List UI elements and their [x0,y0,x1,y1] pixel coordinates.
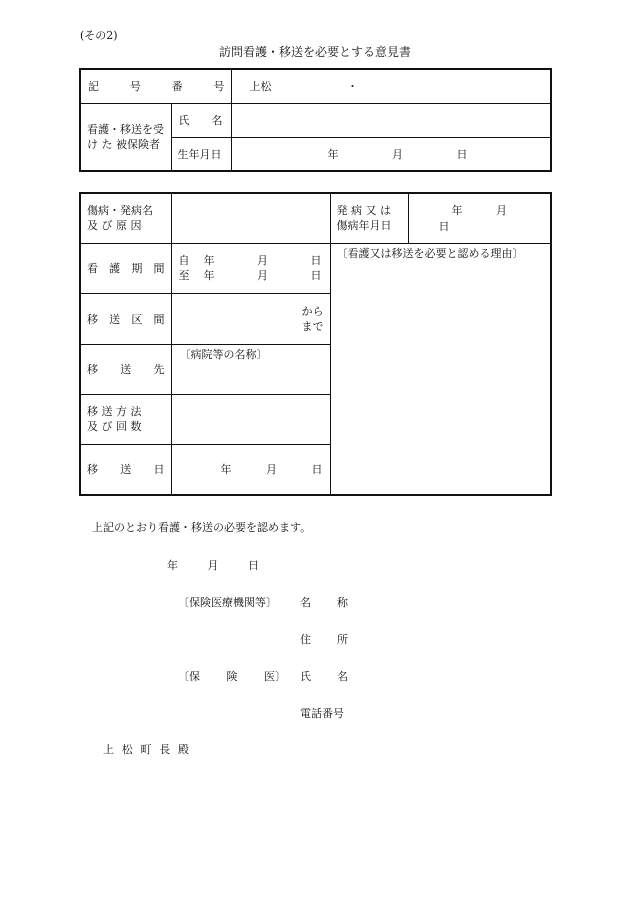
label-part: 医〕 [264,670,286,683]
onset-label-cell [330,193,408,243]
month-unit: 月 [257,254,268,267]
doctor-name-label [300,668,348,684]
day-unit: 日 [456,147,468,161]
label-char: 所 [337,633,348,646]
label-char: 称 [337,596,348,609]
year-unit: 年 [167,559,178,572]
method-label-line2: 及 び 回 数 [87,420,142,433]
label-char: 名 [337,670,348,683]
label-char: 氏 [178,114,190,127]
onset-date-field[interactable] [408,193,551,243]
insured-person-label-cell [80,103,171,171]
onset-label-line1: 発 病 又 は [336,204,391,218]
illness-field[interactable] [171,193,330,243]
label-char: 氏 [300,670,311,683]
transport-section-field[interactable] [171,293,330,344]
label-char: 看 [87,262,98,275]
name-label-cell [171,103,231,137]
label-char: 護 [109,262,121,275]
method-field[interactable] [171,394,330,444]
label-char: 送 [120,363,132,376]
label-char: 殿 [178,743,189,756]
treatment-transport-table [79,192,552,496]
label-char: 移 [87,312,98,326]
year-unit: 年 [203,269,215,282]
insurance-doctor-label [178,668,286,684]
day-unit: 日 [310,269,322,282]
year-unit: 年 [220,463,232,477]
addressee [103,741,189,757]
label-char: 移 [87,363,98,376]
destination-field[interactable] [171,344,330,394]
month-unit: 月 [207,559,219,572]
month-unit: 月 [496,204,507,218]
day-unit: 日 [248,559,259,572]
label-char: 号 [213,80,225,94]
care-period-label-cell [80,243,171,293]
day-unit: 日 [438,220,450,234]
symbol-number-label-cell [80,69,231,103]
label-char: 日 [153,463,165,477]
label-char: 上 [103,743,114,756]
dob-field[interactable] [231,137,551,171]
year-unit: 年 [451,204,463,218]
month-unit: 月 [257,269,268,282]
label-char: 間 [153,262,165,275]
label-part: 〔保 [178,670,200,683]
illness-label-cell [80,193,171,243]
to-suffix: まで [301,319,324,333]
phone-label: 電話番号 [300,707,344,720]
reason-label: 〔看護又は移送を必要と認める理由〕 [336,246,524,260]
from-label: 自 [178,254,190,267]
symbol-number-field[interactable] [231,69,551,103]
label-part: 険 [226,670,238,683]
reason-field[interactable] [330,243,551,495]
label-char: 号 [129,80,141,94]
institution-name-label [300,594,348,610]
symbol-separator: ・ [347,80,358,94]
symbol-prefix: 上松 [249,80,272,94]
label-char: 移 [87,463,98,477]
label-char: 期 [131,262,143,275]
label-char: 間 [153,312,165,326]
dob-label: 生年月日 [177,147,222,161]
statement-date [167,557,259,573]
form-number-note: (その2) [80,29,118,42]
insured-person-table [79,68,552,172]
name-field[interactable] [231,103,551,137]
to-label: 至 [178,269,190,282]
illness-label-line1: 傷病・発病名 [87,204,153,218]
destination-hint: 〔病院等の名称〕 [179,347,268,361]
label-char: 長 [159,743,171,756]
day-unit: 日 [311,463,323,477]
form-title: 訪問看護・移送を必要とする意見書 [218,45,411,59]
destination-label-cell [80,344,171,394]
label-char: 町 [140,743,152,756]
transport-date-field[interactable] [171,444,330,495]
method-label-cell [80,394,171,444]
label-char: 名 [211,114,223,127]
month-unit: 月 [266,463,277,477]
institution-label: 〔保険医療機関等〕 [178,596,277,609]
label-char: 名 [300,596,311,609]
onset-label-line2: 傷病年月日 [336,219,392,233]
label-char: 番 [171,80,183,94]
address-label [300,631,348,647]
year-unit: 年 [327,147,339,161]
label-char: 住 [300,633,311,646]
dob-label-cell [171,137,231,171]
label-char: 送 [120,463,132,477]
label-char: 区 [131,312,143,326]
transport-date-label-cell [80,444,171,495]
day-unit: 日 [310,254,322,267]
care-period-field[interactable] [171,243,330,293]
insured-label-line1: 看護・移送を受 [87,122,164,136]
statement-text: 上記のとおり看護・移送の必要を認めます。 [92,521,312,534]
transport-section-label-cell [80,293,171,344]
year-unit: 年 [203,254,215,267]
label-char: 松 [121,743,133,756]
from-suffix: から [301,304,324,318]
label-char: 先 [153,363,165,376]
insured-label-line2: け た 被保険者 [87,137,160,151]
illness-label-line2: 及 び 原 因 [87,219,142,233]
label-char: 送 [109,312,121,326]
method-label-line1: 移 送 方 法 [87,405,142,418]
month-unit: 月 [392,147,403,161]
label-char: 記 [88,80,99,94]
